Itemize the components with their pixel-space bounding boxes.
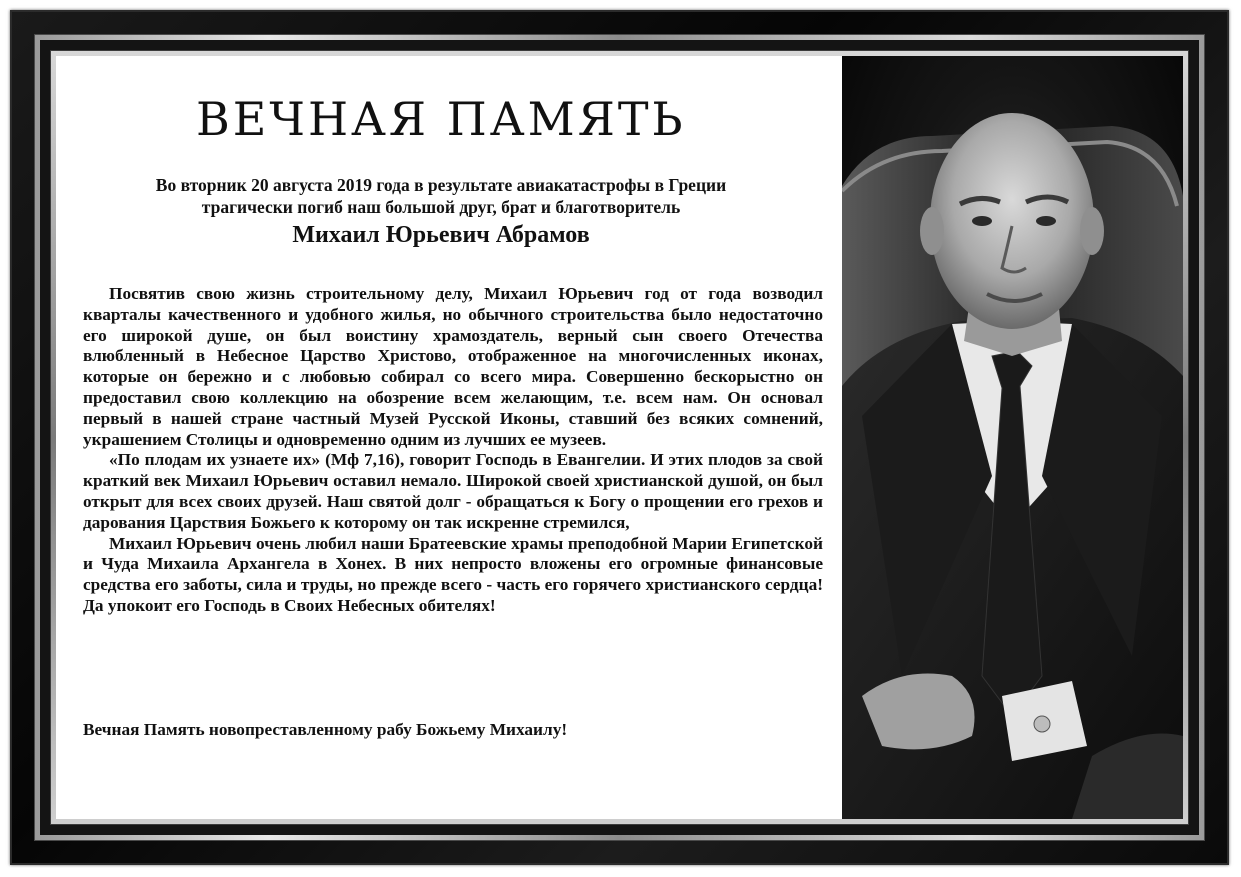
paragraph-2: «По плодам их узнаете их» (Мф 7,16), говорит Господь в Евангелии. И этих плодов за свой краткий век Михаил Юрьевич оставил немало. Широкой своей христианской душой, он был открыт для всех своих друзей. Наш святой долг - обращаться к Богу о прощении его грехов и дарования Царствия Божьего к которому он так искренне стремился,	[83, 450, 823, 532]
paragraph-3: Михаил Юрьевич очень любил наши Братеевские храмы преподобной Марии Египетской и Чуда Михаила Архангела в Хонех. В них непросто вложены его огромные финансовые средства его заботы, сила и труды, но прежде всего - часть его горячего христианского сердца! Да упокоит его Господь в Своих Небесных обителях!	[83, 533, 823, 615]
right-eye	[1036, 216, 1056, 226]
memorial-intro	[76, 174, 806, 218]
cufflink	[1034, 716, 1050, 732]
intro-line-2: трагически погиб наш большой друг, брат и благотворитель	[201, 197, 681, 217]
memorial-body	[83, 284, 823, 617]
memorial-text-area	[56, 56, 842, 819]
intro-line-1: Во вторник 20 августа 2019 года в результате авиакатастрофы в Греции	[155, 175, 727, 195]
portrait-illustration	[842, 56, 1183, 819]
paragraph-1: Посвятив свою жизнь строительному делу, Михаил Юрьевич год от года возводил кварталы качественного и удобного жилья, но обычного строительства было недостаточно его широкой душе, он был воистину храмоздатель, верный сын своего Отечества влюбленный в Небесное Царство Христово, отображенное на многочисленных иконах, которые он бережно и с любовью собирал со всего мира. Совершенно бескорыстно он предоставил свою коллекцию на обозрение всем желающим, т.е. всем нам. Он основал первый в нашей стране частный Музей Русской Иконы, ставший без всяких сомнений, украшением Столицы и одновременно одним из лучших ее музеев.	[83, 284, 823, 449]
memorial-panel	[56, 56, 1183, 819]
right-ear	[1080, 207, 1104, 255]
memorial-title: ВЕЧНАЯ ПАМЯТЬ	[196, 92, 686, 146]
left-eye	[972, 216, 992, 226]
person-name: Михаил Юрьевич Абрамов	[292, 222, 590, 248]
left-ear	[920, 207, 944, 255]
portrait-photo	[842, 56, 1183, 819]
head	[930, 113, 1094, 329]
closing-line: Вечная Память новопреставленному рабу Божьему Михаилу!	[83, 720, 568, 739]
